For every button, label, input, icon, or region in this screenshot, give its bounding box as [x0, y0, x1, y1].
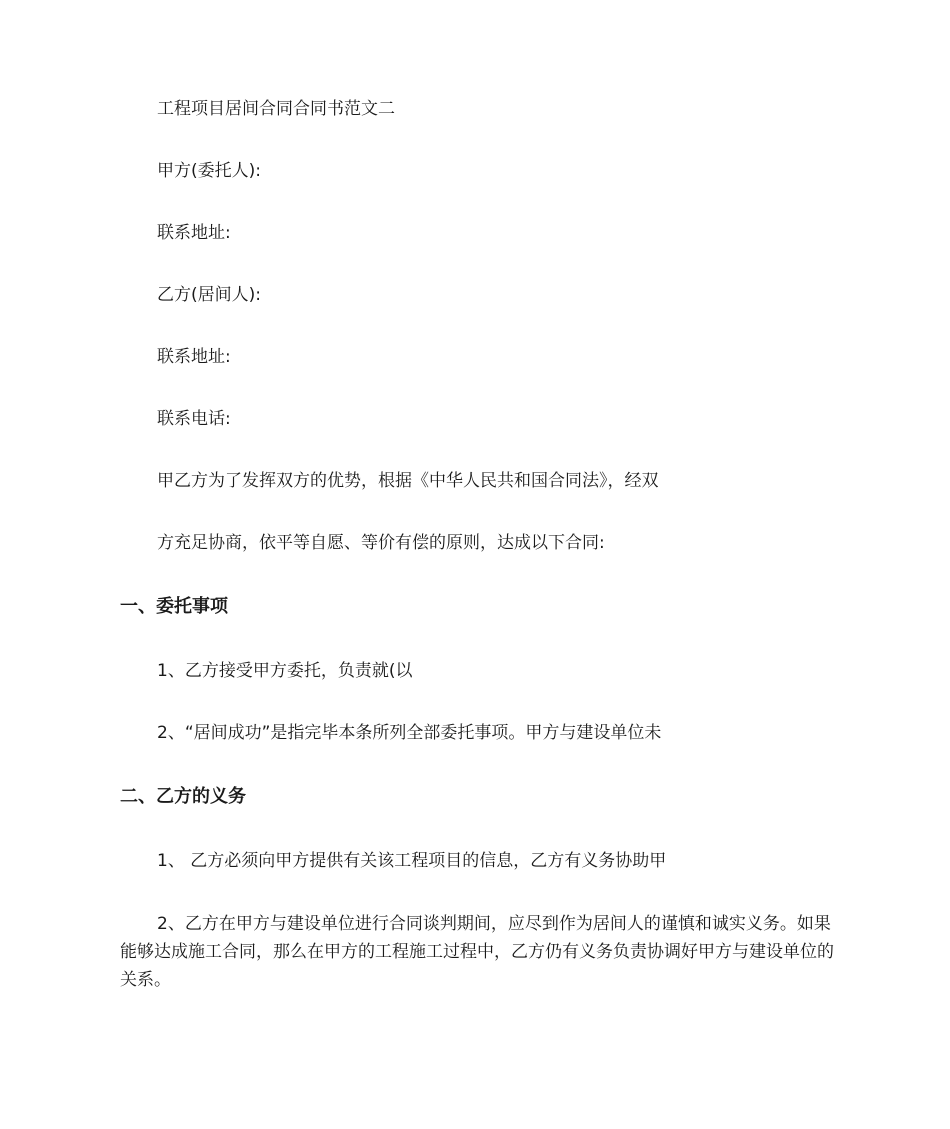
- section-2-heading: 二、乙方的义务: [120, 786, 246, 807]
- party-a-label: 甲方(委托人):: [157, 161, 261, 181]
- section-1-item-2: 2、“居间成功”是指完毕本条所列全部委托事项。甲方与建设单位未: [157, 723, 662, 743]
- section-2-item-2: 2、乙方在甲方与建设单位进行合同谈判期间，应尽到作为居间人的谨慎和诚实义务。如果能够达成施工合同，那么在甲方的工程施工过程中，乙方仍有义务负责协调好甲方与建设单位的关系。: [120, 914, 834, 990]
- preamble-line-2: 方充足协商，依平等自愿、等价有偿的原则，达成以下合同:: [157, 533, 605, 553]
- section-1-item-1: 1、乙方接受甲方委托，负责就(以: [157, 661, 413, 681]
- party-b-label: 乙方(居间人):: [157, 285, 261, 305]
- preamble-line-1: 甲乙方为了发挥双方的优势，根据《中华人民共和国合同法》，经双: [157, 471, 659, 491]
- document-title: 工程项目居间合同合同书范文二: [157, 99, 395, 119]
- section-1-heading: 一、委托事项: [120, 596, 228, 617]
- section-2-item-1: 1、 乙方必须向甲方提供有关该工程项目的信息，乙方有义务协助甲: [157, 851, 667, 871]
- party-b-phone-label: 联系电话:: [157, 409, 231, 429]
- party-b-address-label: 联系地址:: [157, 347, 231, 367]
- party-a-address-label: 联系地址:: [157, 223, 231, 243]
